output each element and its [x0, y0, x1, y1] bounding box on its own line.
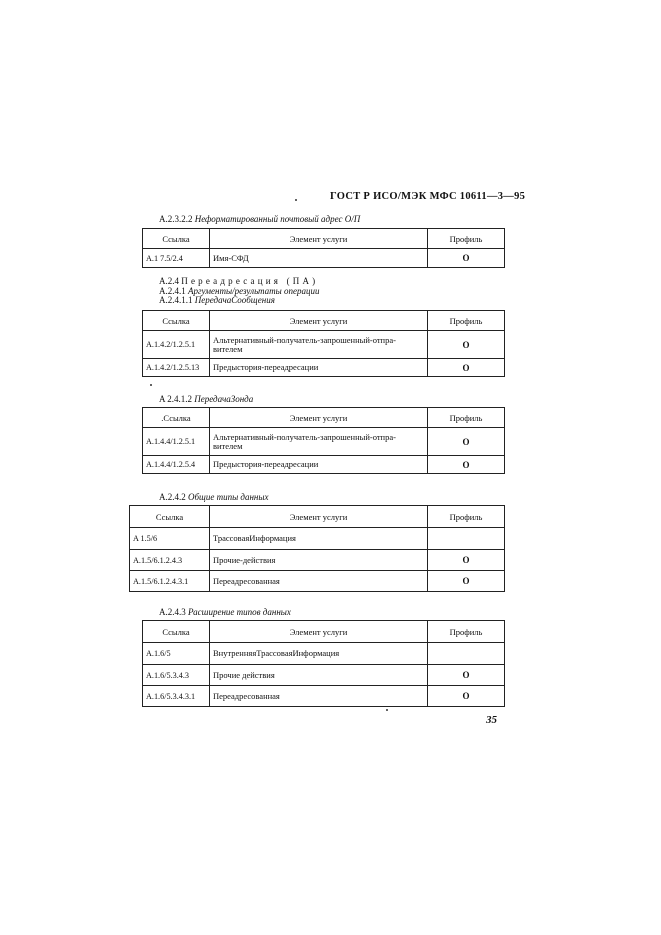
elem-cell: Предыстория-переадресации	[210, 359, 428, 377]
ref-cell: A.1 7.5/2.4	[143, 249, 210, 268]
prof-cell	[428, 643, 505, 665]
table-row	[130, 550, 505, 571]
section-heading	[159, 394, 253, 404]
ref-cell: A.1.6/5	[143, 643, 210, 665]
section-number: A.2.4	[159, 276, 179, 286]
ref-cell: A.1.4.2/1.2.5.1	[143, 331, 210, 359]
prof-cell: O	[428, 550, 505, 571]
prof-cell: O	[428, 571, 505, 592]
ref-cell: A.1.4.2/1.2.5.13	[143, 359, 210, 377]
section-title: Переадресация (ПА)	[181, 276, 319, 286]
section-heading	[159, 276, 318, 286]
section-number: A.2.4.2	[159, 492, 186, 502]
col-header-prof: Профиль	[428, 506, 505, 528]
table-row	[130, 528, 505, 550]
table-4	[129, 505, 505, 592]
section-number: A.2.4.1.1	[159, 295, 193, 305]
prof-cell: O	[428, 665, 505, 686]
col-header-elem: Элемент услуги	[210, 229, 428, 249]
section-number: A.2.3.2.2	[159, 214, 193, 224]
table-5	[142, 620, 505, 707]
col-header-prof: Профиль	[428, 229, 505, 249]
table-row	[143, 249, 505, 268]
col-header-ref: Ссылка	[143, 229, 210, 249]
elem-cell: Альтернативный-получатель-запрошенный-отпра-вителем	[210, 428, 428, 456]
table-2	[142, 310, 505, 377]
col-header-elem: Элемент услуги	[210, 506, 428, 528]
section-number: A.2.4.1	[159, 286, 186, 296]
col-header-prof: Профиль	[428, 621, 505, 643]
col-header-elem: Элемент услуги	[210, 621, 428, 643]
elem-cell: Имя-СФД	[210, 249, 428, 268]
elem-cell: Предыстория-переадресации	[210, 456, 428, 474]
ref-cell: A.1.4.4/1.2.5.1	[143, 428, 210, 456]
section-title: Неформатированный почтовый адрес О/П	[194, 214, 361, 224]
page-number: 35	[486, 714, 497, 726]
prof-cell: O	[428, 359, 505, 377]
table-row	[143, 643, 505, 665]
table-row	[143, 428, 505, 456]
prof-cell: O	[428, 686, 505, 707]
section-title: Аргументы/результаты операции	[188, 286, 320, 296]
table-row	[143, 686, 505, 707]
prof-cell: O	[428, 456, 505, 474]
table-row	[143, 331, 505, 359]
table-3	[142, 407, 505, 474]
document-header: ГОСТ Р ИСО/МЭК МФС 10611—3—95	[330, 191, 526, 202]
ref-cell: A.1.4.4/1.2.5.4	[143, 456, 210, 474]
prof-cell: O	[428, 428, 505, 456]
scan-speck	[386, 709, 388, 711]
scan-speck	[150, 384, 152, 386]
elem-cell: Альтернативный-получатель-запрошенный-отпра-вителем	[210, 331, 428, 359]
section-heading	[159, 295, 275, 305]
scan-speck	[295, 199, 297, 201]
prof-cell	[428, 528, 505, 550]
table-row	[143, 665, 505, 686]
table-row	[143, 456, 505, 474]
elem-cell: Переадресованная	[210, 571, 428, 592]
prof-cell: O	[428, 249, 505, 268]
table-row	[130, 571, 505, 592]
section-heading	[159, 607, 291, 617]
table-1	[142, 228, 505, 268]
ref-cell: A.1.5/6.1.2.4.3.1	[130, 571, 210, 592]
section-title: ПередачаЗонда	[194, 394, 254, 404]
section-title: Общие типы данных	[188, 492, 269, 502]
elem-cell: ТрассоваяИнформация	[210, 528, 428, 550]
col-header-elem: Элемент услуги	[210, 408, 428, 428]
col-header-prof: Профиль	[428, 311, 505, 331]
col-header-ref: .Ссылка	[143, 408, 210, 428]
ref-cell: A.1.6/5.3.4.3.1	[143, 686, 210, 707]
elem-cell: Прочие действия	[210, 665, 428, 686]
elem-cell: ВнутренняяТрассоваяИнформация	[210, 643, 428, 665]
col-header-ref: Ссылка	[143, 621, 210, 643]
ref-cell: A.1.5/6.1.2.4.3	[130, 550, 210, 571]
section-number: A.2.4.3	[159, 607, 186, 617]
section-title: ПередачаСообщения	[194, 295, 275, 305]
section-heading	[159, 214, 360, 224]
col-header-prof: Профиль	[428, 408, 505, 428]
col-header-ref: Ссылка	[130, 506, 210, 528]
section-number: A 2.4.1.2	[159, 394, 193, 404]
section-title: Расширение типов данных	[188, 607, 291, 617]
col-header-ref: Ссылка	[143, 311, 210, 331]
elem-cell: Прочие-действия	[210, 550, 428, 571]
elem-cell: Переадресованная	[210, 686, 428, 707]
table-row	[143, 359, 505, 377]
prof-cell: O	[428, 331, 505, 359]
section-heading	[159, 492, 268, 502]
ref-cell: A.1.6/5.3.4.3	[143, 665, 210, 686]
col-header-elem: Элемент услуги	[210, 311, 428, 331]
ref-cell: A 1.5/6	[130, 528, 210, 550]
